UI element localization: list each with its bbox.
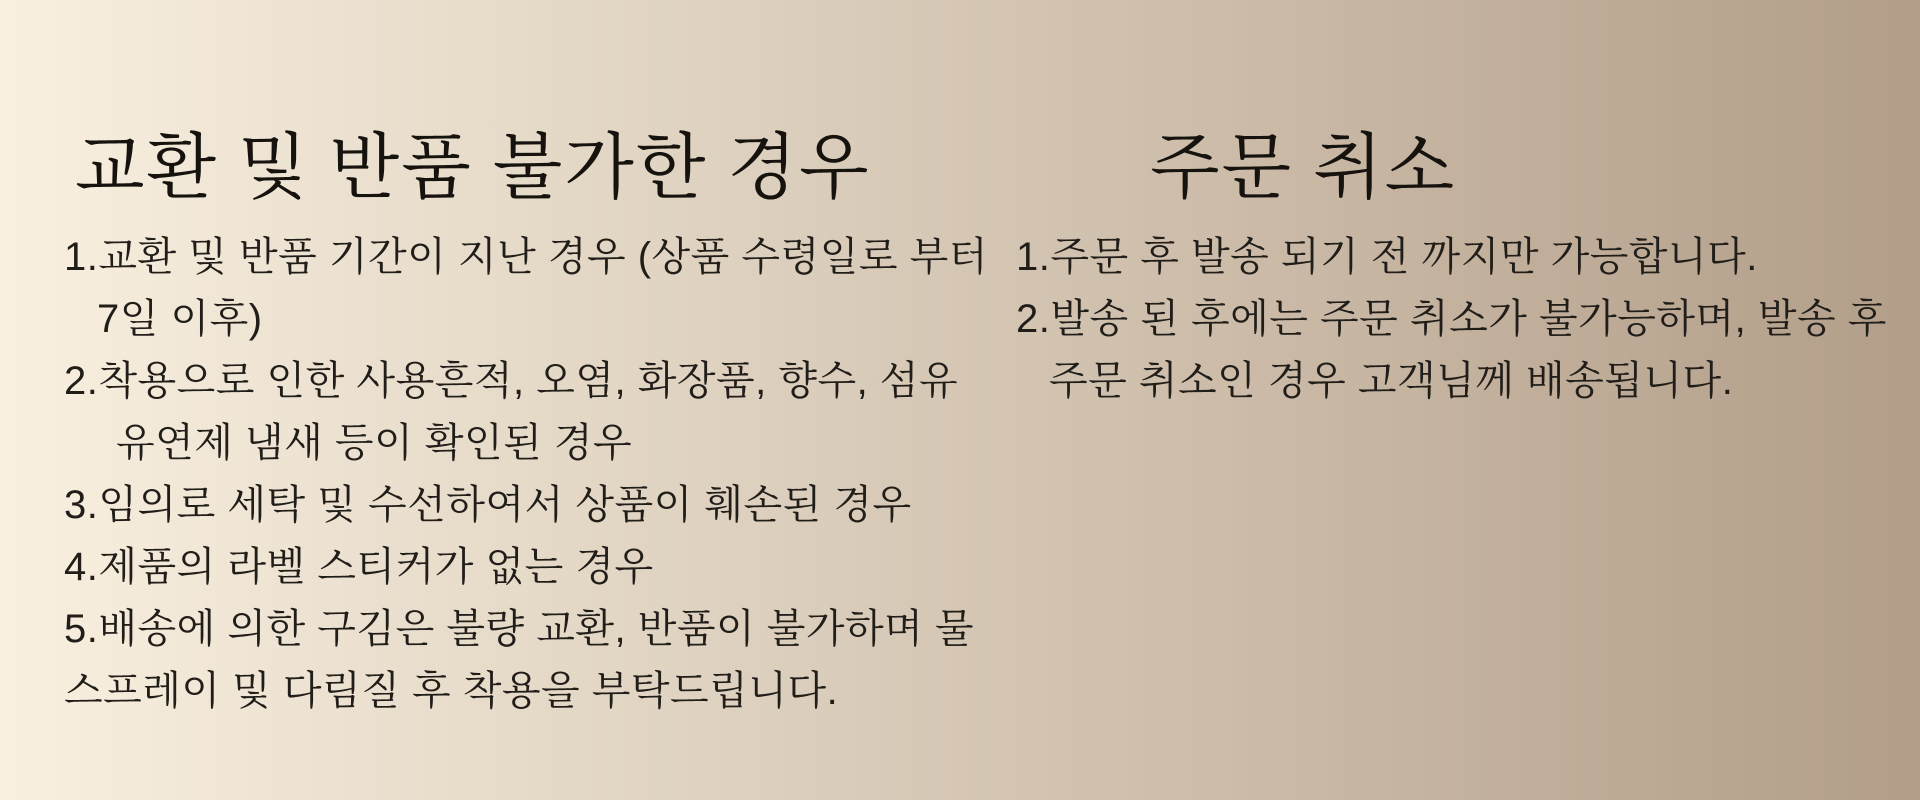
exchange-return-line-list — [64, 226, 988, 722]
policy-line: 5.배송에 의한 구김은 불량 교환, 반품이 불가하며 물 — [64, 607, 975, 651]
policy-line: 4.제품의 라벨 스티커가 없는 경우 — [64, 545, 654, 589]
policy-line: 7일 이후) — [97, 297, 263, 341]
policy-line: 3.임의로 세탁 및 수선하여서 상품이 훼손된 경우 — [64, 483, 912, 527]
order-cancellation-section-title: 주문 취소 — [1150, 128, 1457, 209]
policy-line: 주문 취소인 경우 고객님께 배송됩니다. — [1049, 359, 1734, 403]
policy-line: 2.착용으로 인한 사용흔적, 오염, 화장품, 향수, 섬유 — [64, 359, 959, 403]
policy-line: 2.발송 된 후에는 주문 취소가 불가능하며, 발송 후 — [1016, 297, 1887, 341]
exchange-return-section-title: 교환 및 반품 불가한 경우 — [75, 128, 871, 209]
policy-line: 스프레이 및 다림질 후 착용을 부탁드립니다. — [64, 669, 839, 713]
policy-line: 1.주문 후 발송 되기 전 까지만 가능합니다. — [1016, 235, 1758, 279]
policy-line: 1.교환 및 반품 기간이 지난 경우 (상품 수령일로 부터 — [64, 235, 988, 279]
policy-line: 유연제 냄새 등이 확인된 경우 — [116, 421, 633, 465]
order-cancellation-line-list — [1016, 226, 1887, 412]
